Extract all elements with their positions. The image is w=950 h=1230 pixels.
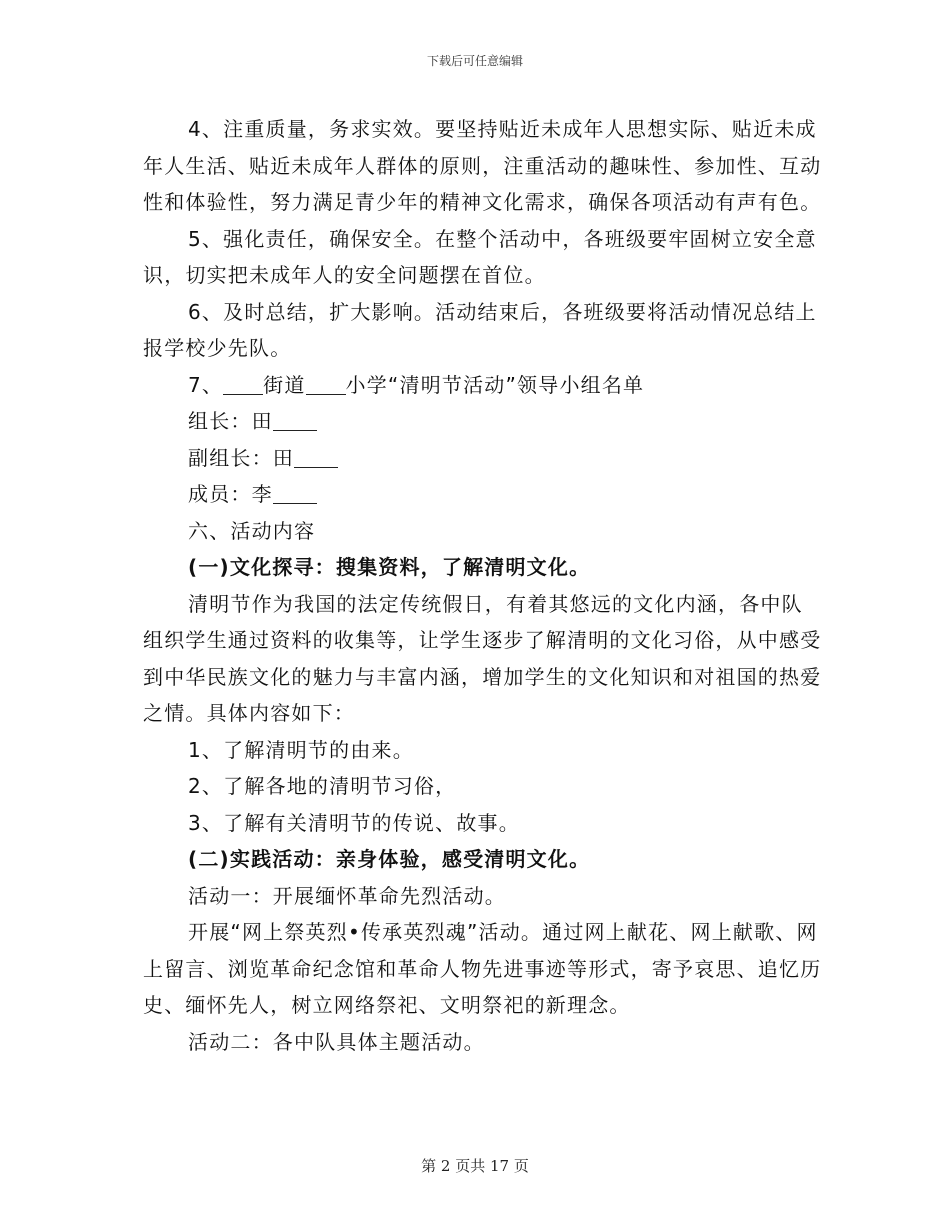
blank-line [306, 374, 346, 395]
leader-group-title: 7、 街道 小学“清明节活动”领导小组名单 [188, 372, 645, 397]
subsection-heading-1: (一)文化探寻：搜集资料，了解清明文化。 [188, 555, 591, 579]
leader-line: 组长：田 [143, 403, 823, 440]
list-item: 3、了解有关清明节的传说、故事。 [188, 810, 520, 835]
blank-line [294, 447, 338, 468]
subsection-body-1: 清明节作为我国的法定传统假日，有着其悠远的文化内涵，各中队组织学生通过资料的收集等，让学生逐步了解清明的文化习俗，从中感受到中华民族文化的魅力与丰富内涵，增加学生的文化知识和对祖国的热爱之情。具体内容如下： [143, 591, 822, 725]
paragraph-item-5: 5、强化责任，确保安全。在整个活动中，各班级要牢固树立安全意识，切实把未成年人的安全问题摆在首位。 [143, 226, 817, 287]
document-body [143, 111, 823, 1060]
list-item: 2、了解各地的清明节习俗， [188, 774, 457, 798]
activity-2-title: 活动二：各中队具体主题活动。 [188, 1029, 485, 1054]
activity-1-body: 开展“网上祭英烈•传承英烈魂”活动。通过网上献花、网上献歌、网上留言、浏览革命纪念馆和革命人物先进事迹等形式，寄予哀思、追忆历史、缅怀先人，树立网络祭祀、文明祭祀的新理念。 [143, 920, 822, 1017]
section-heading: 六、活动内容 [188, 518, 316, 543]
subsection-heading-2: (二)实践活动：亲身体验，感受清明文化。 [188, 847, 591, 871]
activity-1-title: 活动一：开展缅怀革命先烈活动。 [188, 883, 506, 908]
page-footer: 第 2 页共 17 页 [421, 1157, 529, 1175]
member-line: 成员：李 [143, 476, 823, 513]
list-item: 1、了解清明节的由来。 [188, 737, 414, 762]
deputy-leader-line: 副组长：田 [143, 440, 823, 477]
blank-line [273, 483, 317, 504]
blank-line [223, 374, 263, 395]
page-header: 下载后可任意编辑 [426, 54, 523, 68]
paragraph-item-4: 4、注重质量，务求实效。要坚持贴近未成年人思想实际、贴近未成年人生活、贴近未成年人群体的原则，注重活动的趣味性、参加性、互动性和体验性，努力满足青少年的精神文化需求，确保各项活动有声有色。 [143, 117, 822, 214]
blank-line [273, 410, 317, 431]
paragraph-item-6: 6、及时总结，扩大影响。活动结束后，各班级要将活动情况总结上报学校少先队。 [143, 299, 817, 360]
